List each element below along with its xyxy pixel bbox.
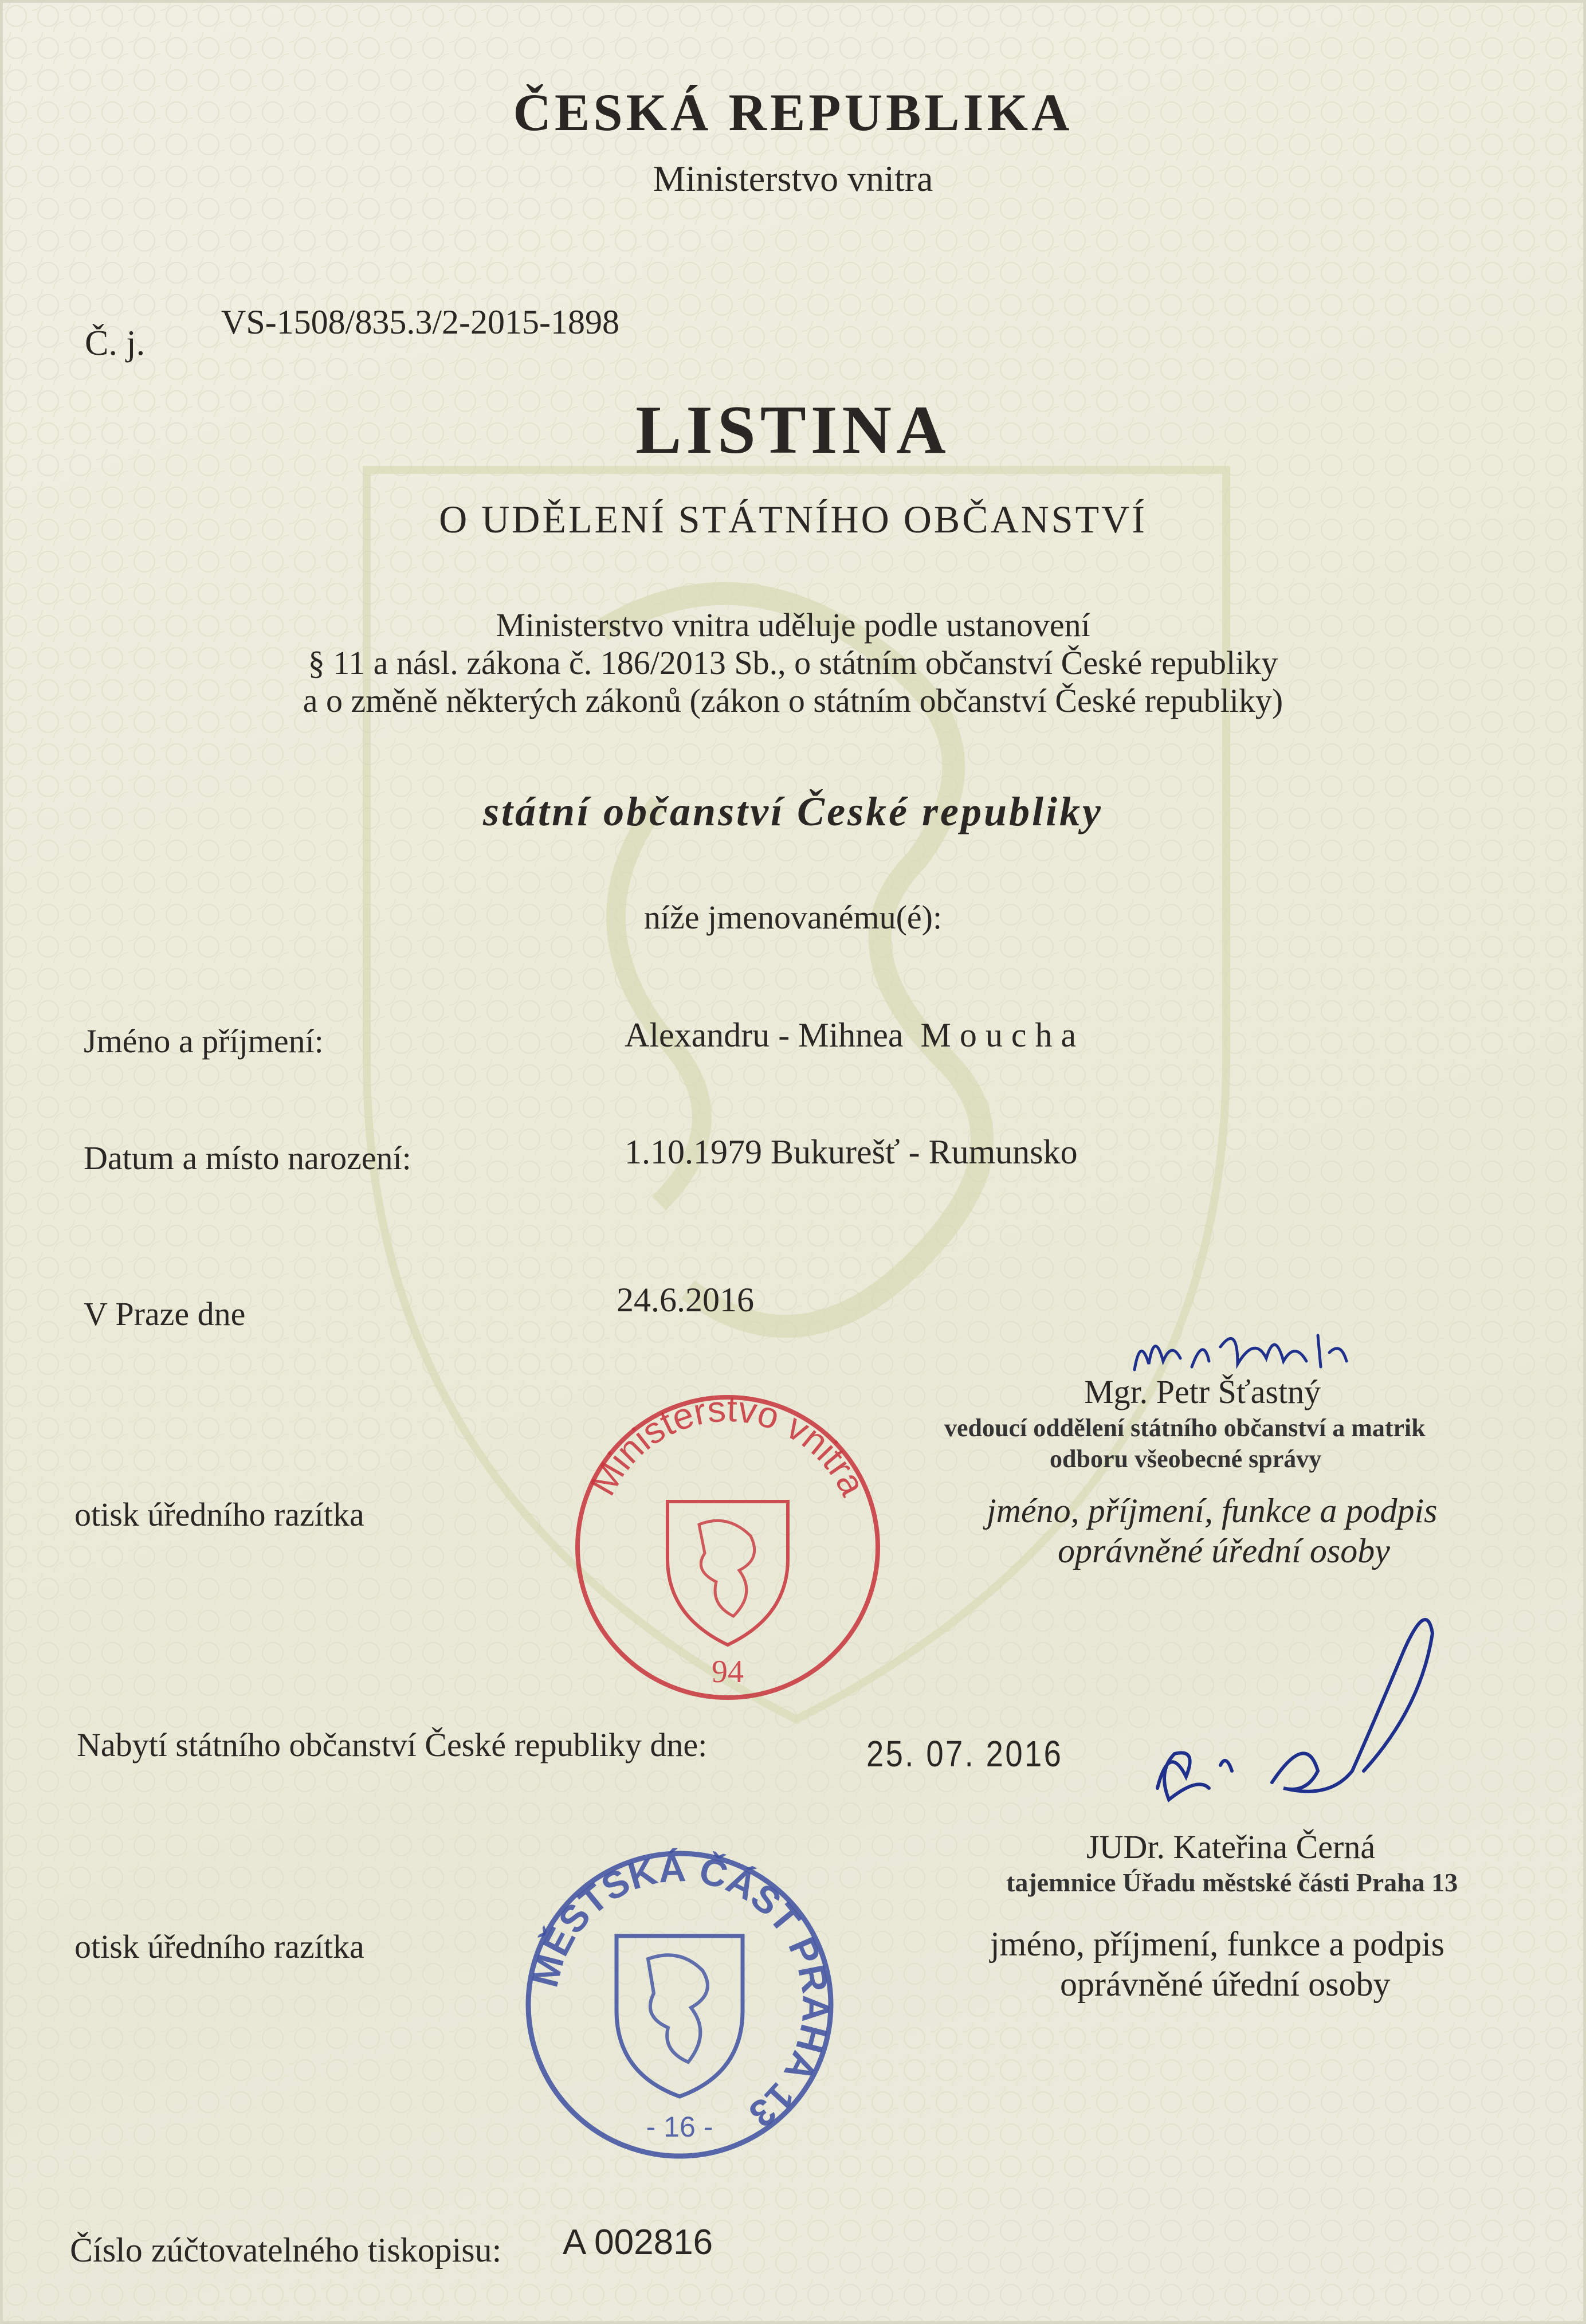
signatory1-role-line-1: vedoucí oddělení státního občanství a matrik xyxy=(944,1414,1426,1442)
name-label: Jméno a příjmení: xyxy=(84,1022,324,1060)
document-subtitle: O UDĚLENÍ STÁTNÍHO OBČANSTVÍ xyxy=(439,497,1147,541)
place-date: 24.6.2016 xyxy=(617,1281,754,1319)
stamp2-label: otisk úředního razítka xyxy=(74,1928,364,1965)
acquisition-label: Nabytí státního občanství České republiky dne: xyxy=(77,1726,708,1763)
ministry-heading: Ministerstvo vnitra xyxy=(653,158,933,199)
preamble-line-3: a o změně některých zákonů (zákon o státním občanství České republiky) xyxy=(303,682,1283,719)
reference-number: VS-1508/835.3/2-2015-1898 xyxy=(221,303,619,341)
acquisition-date: 25. 07. 2016 xyxy=(866,1733,1063,1774)
granted-citizenship-heading: státní občanství České republiky xyxy=(483,789,1103,834)
signatory1-name: Mgr. Petr Šťastný xyxy=(1084,1373,1321,1410)
signature-katerina-cerna xyxy=(1134,1582,1455,1828)
preamble-line-1: Ministerstvo vnitra uděluje podle ustanovení xyxy=(496,606,1090,644)
document-title: LISTINA xyxy=(635,391,951,468)
birth-label: Datum a místo narození: xyxy=(84,1139,411,1177)
form-number-value: A 002816 xyxy=(563,2223,713,2262)
svg-text:Ministerstvo vnitra xyxy=(582,1388,874,1503)
stamp1-number: 94 xyxy=(712,1654,744,1690)
country-heading: ČESKÁ REPUBLIKA xyxy=(513,83,1073,142)
stamp-mestska-cast-praha-13 xyxy=(519,1844,840,2165)
preamble-line-2: § 11 a násl. zákona č. 186/2013 Sb., o státním občanství České republiky xyxy=(308,644,1278,681)
name-value: Alexandru - Mihnea M o u c h a xyxy=(625,1016,1077,1054)
signatory2-caption-line-2: oprávněné úřední osoby xyxy=(1060,1965,1391,2003)
place-label: V Praze dne xyxy=(84,1295,246,1333)
recipient-intro: níže jmenovanému(é): xyxy=(643,899,943,936)
birth-value: 1.10.1979 Bukurešť - Rumunsko xyxy=(625,1133,1078,1171)
svg-text:MĚSTSKÁ ČÁST PRAHA 13 xyxy=(523,1847,838,2136)
signatory2-name: JUDr. Kateřina Černá xyxy=(1086,1828,1376,1866)
signatory1-caption-line-1: jméno, příjmení, funkce a podpis xyxy=(987,1492,1438,1530)
signatory1-caption-line-2: oprávněné úřední osoby xyxy=(1058,1532,1390,1570)
stamp2-number: - 16 - xyxy=(646,2111,713,2143)
stamp2-ring-text: MĚSTSKÁ ČÁST PRAHA 13 xyxy=(523,1847,838,2137)
reference-label: Č. j. xyxy=(85,324,146,363)
form-number-label: Číslo zúčtovatelného tiskopisu: xyxy=(70,2231,502,2269)
stamp-ministerstvo-vnitra xyxy=(567,1387,888,1708)
signatory2-role: tajemnice Úřadu městské části Praha 13 xyxy=(1006,1868,1458,1897)
stamp1-ring-text: Ministerstvo vnitra xyxy=(582,1388,874,1502)
signatory2-caption-line-1: jméno, příjmení, funkce a podpis xyxy=(990,1925,1445,1963)
stamp1-label: otisk úředního razítka xyxy=(74,1496,364,1533)
signatory1-role-line-2: odboru všeobecné správy xyxy=(1050,1445,1322,1473)
